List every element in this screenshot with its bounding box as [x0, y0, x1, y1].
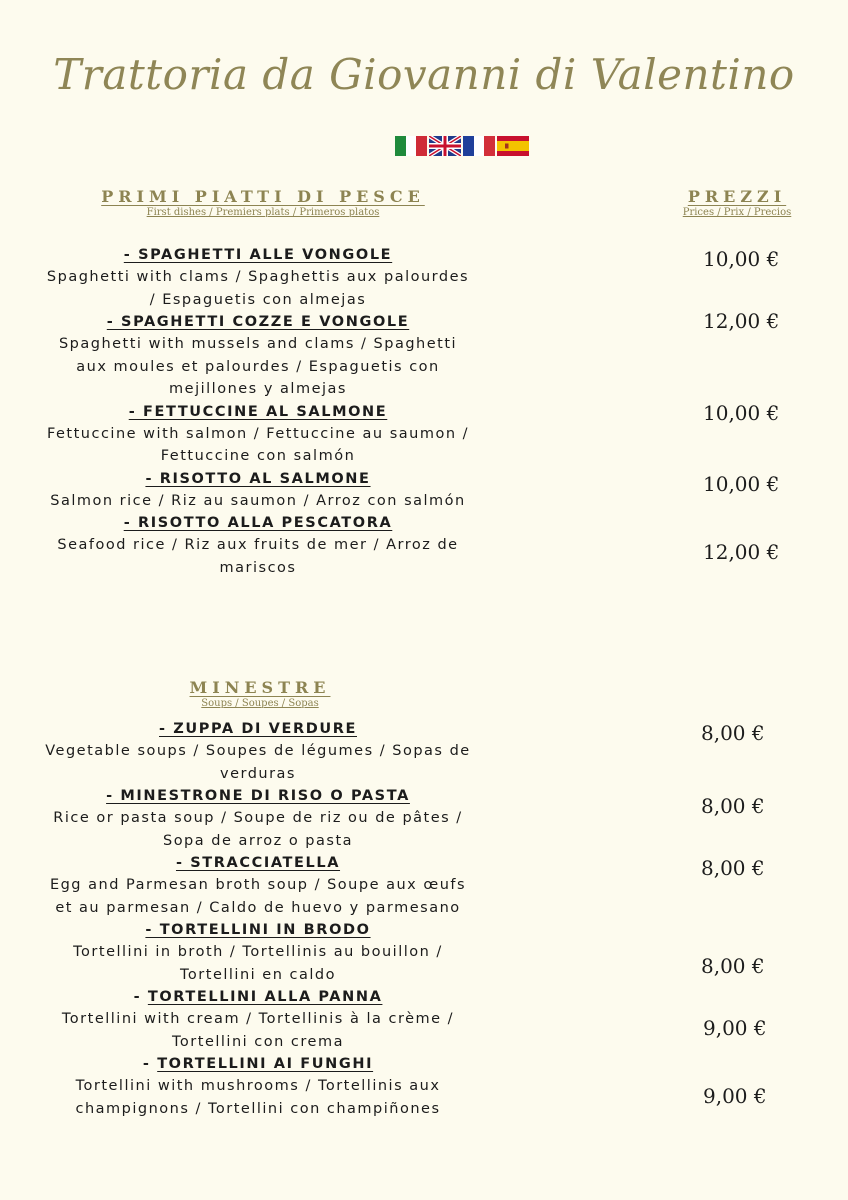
price-label: 12,00 € — [703, 540, 780, 564]
list-item — [42, 919, 474, 986]
list-item — [42, 311, 474, 401]
minestre-section-header — [160, 678, 360, 709]
dish-description: Egg and Parmesan broth soup / Soupe aux œufs et au parmesan / Caldo de huevo y parmesano — [49, 877, 467, 916]
price-label: 9,00 € — [703, 1084, 767, 1108]
price-label: 8,00 € — [701, 954, 765, 978]
dish-prefix: - — [142, 1056, 158, 1072]
dish-name: TORTELLINI AI FUNGHI — [157, 1056, 374, 1072]
price-label: 10,00 € — [703, 247, 780, 271]
primi-section-title: PRIMI PIATTI DI PESCE — [101, 187, 425, 206]
list-item — [42, 785, 474, 852]
price-label: 9,00 € — [703, 1016, 767, 1040]
prices-subtitle: Prices / Prix / Precios — [682, 207, 792, 218]
dish-description: Rice or pasta soup / Soupe de riz ou de pâtes / Sopa de arroz o pasta — [53, 810, 463, 849]
dish-name: - ZUPPA DI VERDURE — [159, 721, 357, 737]
minestre-section-title: MINESTRE — [189, 678, 331, 697]
list-item — [42, 986, 474, 1053]
dish-name: - TORTELLINI IN BRODO — [145, 922, 371, 938]
italy-flag-icon[interactable] — [395, 136, 427, 156]
dish-description: Spaghetti with mussels and clams / Spaghetti aux moules et palourdes / Espaguetis con mejillones y almejas — [58, 336, 458, 397]
language-flags — [395, 136, 529, 156]
minestre-section-subtitle: Soups / Soupes / Sopas — [201, 698, 319, 709]
price-label: 8,00 € — [701, 794, 765, 818]
dish-description: Tortellini with cream / Tortellinis à la crème / Tortellini con crema — [61, 1011, 455, 1050]
prices-title: PREZZI — [687, 187, 787, 206]
dish-name: - RISOTTO ALLA PESCATORA — [123, 515, 393, 531]
minestre-dish-list — [42, 718, 474, 1120]
dish-description: Seafood rice / Riz aux fruits de mer / Arroz de mariscos — [57, 537, 459, 576]
price-label: 8,00 € — [701, 721, 765, 745]
dish-name: - SPAGHETTI COZZE E VONGOLE — [106, 314, 410, 330]
dish-description: Spaghetti with clams / Spaghettis aux palourdes / Espaguetis con almejas — [46, 269, 470, 308]
restaurant-title: Trattoria da Giovanni di Valentino — [53, 50, 795, 99]
list-item — [42, 1053, 474, 1120]
list-item — [42, 852, 474, 919]
price-label: 12,00 € — [703, 309, 780, 333]
dish-description: Vegetable soups / Soupes de légumes / Sopas de verduras — [45, 743, 471, 782]
list-item — [42, 718, 474, 785]
list-item — [42, 512, 474, 579]
dish-description: Tortellini with mushrooms / Tortellinis aux champignons / Tortellini con champiñones — [75, 1078, 441, 1117]
dish-description: Fettuccine with salmon / Fettuccine au saumon / Fettuccine con salmón — [46, 425, 470, 464]
list-item — [42, 468, 474, 513]
prices-header — [652, 187, 822, 218]
dish-name: - MINESTRONE DI RISO O PASTA — [106, 788, 410, 804]
primi-dish-list — [42, 244, 474, 579]
primi-section-subtitle: First dishes / Premiers plats / Primeros platos — [146, 207, 380, 218]
dish-prefix: - — [133, 989, 148, 1005]
spain-flag-icon[interactable] — [497, 136, 529, 156]
list-item — [42, 401, 474, 468]
list-item — [42, 244, 474, 311]
price-label: 8,00 € — [701, 856, 765, 880]
dish-name: - RISOTTO AL SALMONE — [145, 470, 371, 487]
dish-name: - STRACCIATELLA — [175, 855, 341, 871]
dish-name: TORTELLINI ALLA PANNA — [147, 989, 383, 1005]
dish-name: - FETTUCCINE AL SALMONE — [128, 403, 388, 420]
dish-name: - SPAGHETTI ALLE VONGOLE — [123, 247, 393, 263]
price-label: 10,00 € — [703, 401, 780, 425]
uk-flag-icon[interactable] — [429, 136, 461, 156]
price-label: 10,00 € — [703, 472, 780, 496]
dish-description: Tortellini in broth / Tortellinis au bouillon / Tortellini en caldo — [73, 944, 443, 983]
primi-section-header — [88, 187, 438, 218]
dish-description: Salmon rice / Riz au saumon / Arroz con salmón — [50, 492, 466, 509]
france-flag-icon[interactable] — [463, 136, 495, 156]
